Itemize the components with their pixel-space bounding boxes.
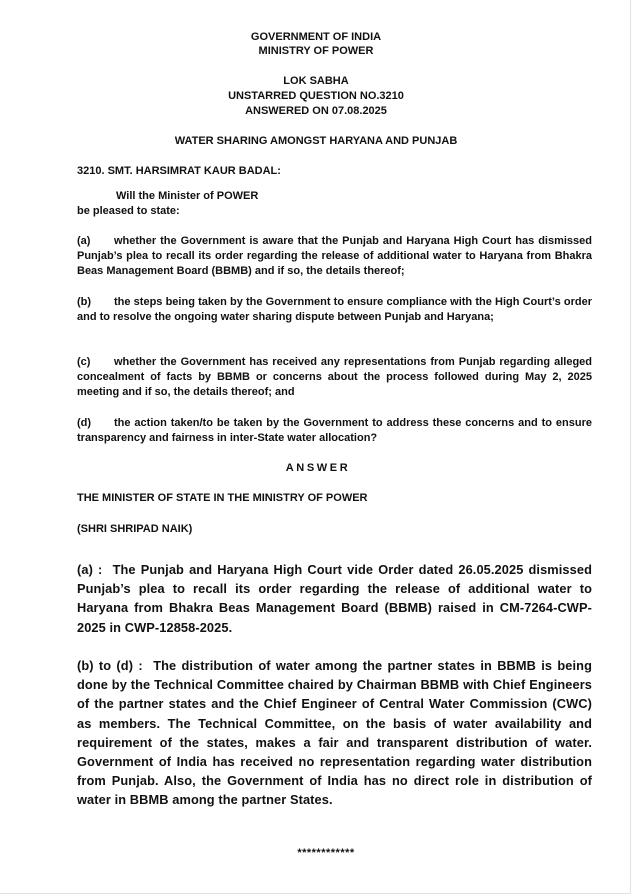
end-stars: ************: [297, 847, 355, 859]
question-part-label: (a): [77, 235, 91, 247]
ministry-title: MINISTRY OF POWER: [258, 45, 374, 57]
question-intro-line1: Will the Minister of POWER: [116, 190, 259, 202]
question-part-c: [77, 355, 592, 400]
question-part-label: (c): [77, 356, 91, 368]
question-part-b: [77, 295, 592, 325]
question-part-text: the steps being taken by the Government to ensure compliance with the High Court’s order and to resolve the ongoing water sharing dispute between Punjab and Haryana;: [77, 296, 592, 323]
answer-part-a-label: (a) :: [77, 562, 103, 577]
answer-heading: ANSWER: [285, 462, 351, 474]
question-subject: WATER SHARING AMONGST HARYANA AND PUNJAB: [174, 135, 458, 147]
minister-title: THE MINISTER OF STATE IN THE MINISTRY OF POWER: [77, 492, 368, 504]
answer-part-a: [77, 560, 592, 637]
question-part-text: whether the Government is aware that the Punjab and Haryana High Court has dismissed Punjab’s plea to recall its order regarding the release of additional water to Haryana from Bhakra Beas Management Board (BBMB) and if so, the details thereof;: [77, 235, 592, 277]
government-title: GOVERNMENT OF INDIA: [250, 31, 382, 43]
question-part-text: whether the Government has received any representations from Punjab regarding alleged concealment of facts by BBMB or concerns about the process followed during May 2, 2025 meeting and if so, the details thereof; and: [77, 356, 592, 398]
question-part-text: the action taken/to be taken by the Government to address these concerns and to ensure transparency and fairness in inter-State water allocation?: [77, 417, 592, 444]
question-asker: 3210. SMT. HARSIMRAT KAUR BADAL:: [77, 165, 281, 177]
question-part-label: (b): [77, 296, 92, 308]
question-part-label: (d): [77, 417, 92, 429]
answer-part-bd-text: The distribution of water among the partner states in BBMB is being done by the Technical Committee chaired by Chairman BBMB with Chief Engineers of the partner states and the Chief Engineer of Central Water Commission (CWC) as members. The Technical Committee, on the basis of water availability and requirement of the states, makes a fair and transparent distribution of water. Government of India has received no representation regarding water distribution from Punjab. Also, the Government of India has no direct role in distribution of water in BBMB among the partner States.: [77, 658, 592, 808]
question-part-a: [77, 234, 592, 279]
answer-part-b-to-d: [77, 656, 592, 810]
answer-part-bd-label: (b) to (d) :: [77, 658, 143, 673]
question-number: UNSTARRED QUESTION NO.3210: [228, 90, 404, 102]
answered-date: ANSWERED ON 07.08.2025: [245, 105, 387, 117]
question-intro-line2: be pleased to state:: [77, 205, 180, 217]
answer-part-a-text: The Punjab and Haryana High Court vide Order dated 26.05.2025 dismissed Punjab’s plea to recall its order regarding the release of additional water to Haryana from Bhakra Beas Management Board (BBMB) raised in CM-7264-CWP-2025 in CWP-12858-2025.: [77, 562, 592, 635]
house-name: LOK SABHA: [283, 75, 349, 87]
question-part-d: [77, 416, 592, 446]
minister-name: (SHRI SHRIPAD NAIK): [77, 523, 193, 535]
